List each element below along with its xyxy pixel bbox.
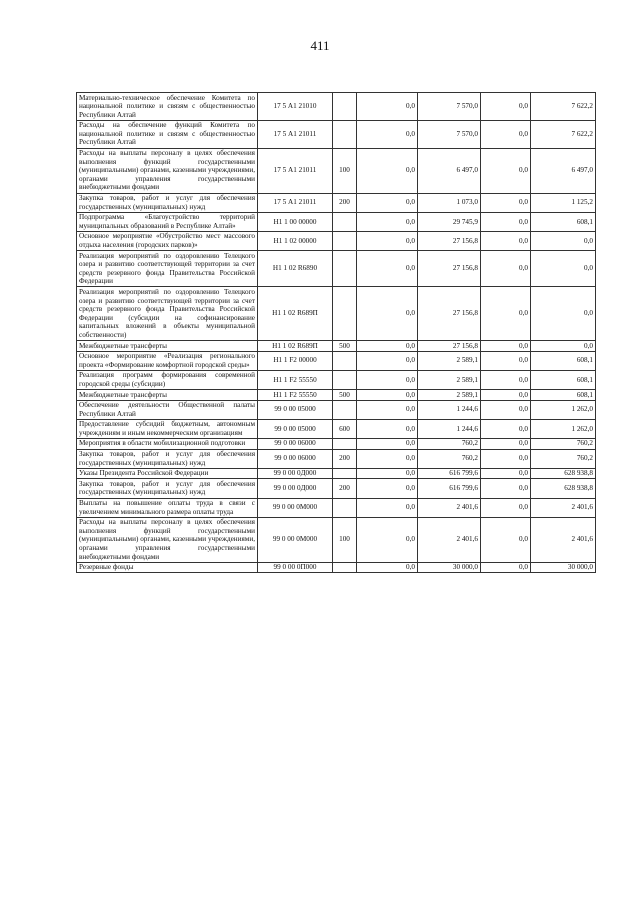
expense-name-cell: Расходы на выплаты персоналу в целях обеспечения выполнения функций государственными (муниципальными) органами, казенными учреждениями, органами управления государственными внебюджетными фондами (77, 517, 258, 562)
amount-cell-4: 608,1 (531, 212, 596, 231)
amount-cell-4: 628 938,8 (531, 468, 596, 479)
target-article-code-cell: 17 5 А1 21011 (258, 120, 333, 148)
amount-cell-2: 760,2 (418, 449, 481, 468)
amount-cell-3: 0,0 (481, 479, 531, 498)
expense-name-cell: Основное мероприятие «Обустройство мест массового отдыха населения (городских парков)» (77, 231, 258, 250)
amount-cell-2: 6 497,0 (418, 148, 481, 193)
table-row (77, 419, 596, 438)
target-article-code-cell: Н1 1 F2 55550 (258, 370, 333, 389)
expense-name-cell: Расходы на обеспечение функций Комитета по национальной политике и связям с общественностью Республики Алтай (77, 120, 258, 148)
target-article-code-cell: 17 5 А1 21011 (258, 193, 333, 212)
expense-name-cell: Основное мероприятие «Реализация регионального проекта «Формирование комфортной городской среды» (77, 351, 258, 370)
table-row (77, 351, 596, 370)
table-row (77, 93, 596, 121)
amount-cell-2: 7 570,0 (418, 120, 481, 148)
amount-cell-4: 2 401,6 (531, 517, 596, 562)
target-article-code-cell: Н1 1 F2 00000 (258, 351, 333, 370)
expense-name-cell: Предоставление субсидий бюджетным, автономным учреждениям и иным некоммерческим организациям (77, 419, 258, 438)
target-article-code-cell: 99 0 00 0М000 (258, 498, 333, 517)
amount-cell-2: 29 745,9 (418, 212, 481, 231)
target-article-code-cell: 99 0 00 05000 (258, 400, 333, 419)
table-row (77, 438, 596, 449)
expense-type-code-cell: 500 (333, 341, 357, 352)
amount-cell-3: 0,0 (481, 287, 531, 341)
amount-cell-1: 0,0 (357, 438, 418, 449)
expense-type-code-cell (333, 93, 357, 121)
budget-table-body (77, 93, 596, 573)
amount-cell-4: 30 000,0 (531, 562, 596, 573)
amount-cell-1: 0,0 (357, 148, 418, 193)
expense-type-code-cell (333, 370, 357, 389)
amount-cell-2: 760,2 (418, 438, 481, 449)
amount-cell-3: 0,0 (481, 498, 531, 517)
amount-cell-2: 1 244,6 (418, 419, 481, 438)
amount-cell-3: 0,0 (481, 148, 531, 193)
amount-cell-2: 2 589,1 (418, 351, 481, 370)
amount-cell-1: 0,0 (357, 390, 418, 401)
amount-cell-1: 0,0 (357, 479, 418, 498)
target-article-code-cell: 99 0 00 0Д000 (258, 479, 333, 498)
amount-cell-1: 0,0 (357, 193, 418, 212)
amount-cell-3: 0,0 (481, 468, 531, 479)
amount-cell-2: 1 073,0 (418, 193, 481, 212)
amount-cell-2: 27 156,8 (418, 341, 481, 352)
amount-cell-4: 0,0 (531, 287, 596, 341)
budget-table (76, 92, 596, 573)
table-row (77, 251, 596, 287)
amount-cell-1: 0,0 (357, 517, 418, 562)
amount-cell-3: 0,0 (481, 231, 531, 250)
expense-type-code-cell: 200 (333, 193, 357, 212)
table-row (77, 479, 596, 498)
target-article-code-cell: Н1 1 00 00000 (258, 212, 333, 231)
amount-cell-1: 0,0 (357, 468, 418, 479)
amount-cell-2: 7 570,0 (418, 93, 481, 121)
amount-cell-4: 1 125,2 (531, 193, 596, 212)
target-article-code-cell: Н1 1 02 00000 (258, 231, 333, 250)
amount-cell-4: 6 497,0 (531, 148, 596, 193)
amount-cell-4: 7 622,2 (531, 93, 596, 121)
amount-cell-4: 1 262,0 (531, 400, 596, 419)
amount-cell-1: 0,0 (357, 231, 418, 250)
expense-name-cell: Межбюджетные трансферты (77, 341, 258, 352)
amount-cell-1: 0,0 (357, 562, 418, 573)
expense-type-code-cell: 100 (333, 148, 357, 193)
table-row (77, 390, 596, 401)
amount-cell-2: 27 156,8 (418, 231, 481, 250)
expense-name-cell: Реализация мероприятий по оздоровлению Телецкого озера и развитию соответствующей территории за счет средств резервного фонда Правительства Российской Федерации (субсидии на софинансирование капитальных вложений в объекты муниципальной собственности) (77, 287, 258, 341)
expense-type-code-cell (333, 498, 357, 517)
amount-cell-1: 0,0 (357, 341, 418, 352)
amount-cell-1: 0,0 (357, 498, 418, 517)
expense-type-code-cell (333, 400, 357, 419)
amount-cell-3: 0,0 (481, 562, 531, 573)
expense-name-cell: Межбюджетные трансферты (77, 390, 258, 401)
expense-name-cell: Реализация программ формирования современной городской среды (субсидии) (77, 370, 258, 389)
amount-cell-3: 0,0 (481, 438, 531, 449)
target-article-code-cell: Н1 1 02 R689П (258, 341, 333, 352)
target-article-code-cell: 17 5 А1 21011 (258, 148, 333, 193)
amount-cell-3: 0,0 (481, 341, 531, 352)
amount-cell-2: 2 589,1 (418, 370, 481, 389)
target-article-code-cell: Н1 1 02 R6890 (258, 251, 333, 287)
amount-cell-4: 608,1 (531, 390, 596, 401)
table-row (77, 287, 596, 341)
expense-name-cell: Указы Президента Российской Федерации (77, 468, 258, 479)
table-row (77, 468, 596, 479)
amount-cell-1: 0,0 (357, 400, 418, 419)
expense-type-code-cell (333, 287, 357, 341)
amount-cell-3: 0,0 (481, 193, 531, 212)
table-row (77, 212, 596, 231)
amount-cell-4: 0,0 (531, 341, 596, 352)
amount-cell-4: 1 262,0 (531, 419, 596, 438)
table-row (77, 370, 596, 389)
amount-cell-4: 0,0 (531, 231, 596, 250)
expense-name-cell: Расходы на выплаты персоналу в целях обеспечения выполнения функций государственными (муниципальными) органами, казенными учреждениями, органами управления государственными внебюджетными фондами (77, 148, 258, 193)
amount-cell-1: 0,0 (357, 419, 418, 438)
amount-cell-4: 2 401,6 (531, 498, 596, 517)
amount-cell-2: 27 156,8 (418, 251, 481, 287)
amount-cell-3: 0,0 (481, 93, 531, 121)
amount-cell-3: 0,0 (481, 400, 531, 419)
expense-type-code-cell (333, 468, 357, 479)
table-row (77, 517, 596, 562)
table-row (77, 231, 596, 250)
table-row (77, 498, 596, 517)
table-row (77, 193, 596, 212)
target-article-code-cell: 99 0 00 06000 (258, 449, 333, 468)
amount-cell-1: 0,0 (357, 93, 418, 121)
target-article-code-cell: 99 0 00 05000 (258, 419, 333, 438)
amount-cell-4: 760,2 (531, 449, 596, 468)
table-row (77, 341, 596, 352)
amount-cell-2: 30 000,0 (418, 562, 481, 573)
amount-cell-4: 7 622,2 (531, 120, 596, 148)
amount-cell-4: 608,1 (531, 351, 596, 370)
expense-name-cell: Резервные фонды (77, 562, 258, 573)
amount-cell-2: 616 799,6 (418, 468, 481, 479)
amount-cell-2: 2 401,6 (418, 517, 481, 562)
expense-name-cell: Мероприятия в области мобилизационной подготовки (77, 438, 258, 449)
target-article-code-cell: 17 5 А1 21010 (258, 93, 333, 121)
amount-cell-3: 0,0 (481, 212, 531, 231)
target-article-code-cell: 99 0 00 0М000 (258, 517, 333, 562)
amount-cell-3: 0,0 (481, 449, 531, 468)
page-number: 411 (310, 38, 330, 53)
amount-cell-1: 0,0 (357, 287, 418, 341)
table-row (77, 120, 596, 148)
expense-name-cell: Реализация мероприятий по оздоровлению Телецкого озера и развитию соответствующей территории за счет средств резервного фонда Правительства Российской Федерации (77, 251, 258, 287)
amount-cell-1: 0,0 (357, 351, 418, 370)
amount-cell-1: 0,0 (357, 370, 418, 389)
expense-type-code-cell: 500 (333, 390, 357, 401)
amount-cell-3: 0,0 (481, 419, 531, 438)
expense-name-cell: Закупка товаров, работ и услуг для обеспечения государственных (муниципальных) нужд (77, 193, 258, 212)
amount-cell-3: 0,0 (481, 120, 531, 148)
amount-cell-4: 608,1 (531, 370, 596, 389)
amount-cell-1: 0,0 (357, 251, 418, 287)
amount-cell-3: 0,0 (481, 517, 531, 562)
target-article-code-cell: Н1 1 F2 55550 (258, 390, 333, 401)
amount-cell-1: 0,0 (357, 212, 418, 231)
amount-cell-2: 27 156,8 (418, 287, 481, 341)
target-article-code-cell: Н1 1 02 R689П (258, 287, 333, 341)
amount-cell-3: 0,0 (481, 351, 531, 370)
expense-name-cell: Закупка товаров, работ и услуг для обеспечения государственных (муниципальных) нужд (77, 449, 258, 468)
amount-cell-1: 0,0 (357, 120, 418, 148)
amount-cell-4: 0,0 (531, 251, 596, 287)
amount-cell-2: 2 589,1 (418, 390, 481, 401)
expense-type-code-cell (333, 231, 357, 250)
amount-cell-3: 0,0 (481, 370, 531, 389)
expense-type-code-cell: 200 (333, 479, 357, 498)
expense-name-cell: Выплаты на повышение оплаты труда в связи с увеличением минимального размера оплаты труда (77, 498, 258, 517)
expense-type-code-cell (333, 120, 357, 148)
amount-cell-4: 760,2 (531, 438, 596, 449)
table-row (77, 449, 596, 468)
expense-type-code-cell (333, 212, 357, 231)
expense-name-cell: Обеспечение деятельности Общественной палаты Республики Алтай (77, 400, 258, 419)
table-row (77, 148, 596, 193)
amount-cell-4: 628 938,8 (531, 479, 596, 498)
expense-type-code-cell: 100 (333, 517, 357, 562)
expense-name-cell: Закупка товаров, работ и услуг для обеспечения государственных (муниципальных) нужд (77, 479, 258, 498)
table-row (77, 562, 596, 573)
expense-type-code-cell (333, 351, 357, 370)
expense-type-code-cell (333, 438, 357, 449)
expense-type-code-cell: 600 (333, 419, 357, 438)
expense-type-code-cell (333, 562, 357, 573)
expense-name-cell: Материально-техническое обеспечение Комитета по национальной политике и связям с общественностью Республики Алтай (77, 93, 258, 121)
target-article-code-cell: 99 0 00 0П000 (258, 562, 333, 573)
target-article-code-cell: 99 0 00 0Д000 (258, 468, 333, 479)
amount-cell-2: 1 244,6 (418, 400, 481, 419)
target-article-code-cell: 99 0 00 06000 (258, 438, 333, 449)
expense-name-cell: Подпрограмма «Благоустройство территорий муниципальных образований в Республике Алтай» (77, 212, 258, 231)
amount-cell-3: 0,0 (481, 251, 531, 287)
table-row (77, 400, 596, 419)
amount-cell-3: 0,0 (481, 390, 531, 401)
amount-cell-2: 616 799,6 (418, 479, 481, 498)
expense-type-code-cell (333, 251, 357, 287)
amount-cell-2: 2 401,6 (418, 498, 481, 517)
expense-type-code-cell: 200 (333, 449, 357, 468)
amount-cell-1: 0,0 (357, 449, 418, 468)
